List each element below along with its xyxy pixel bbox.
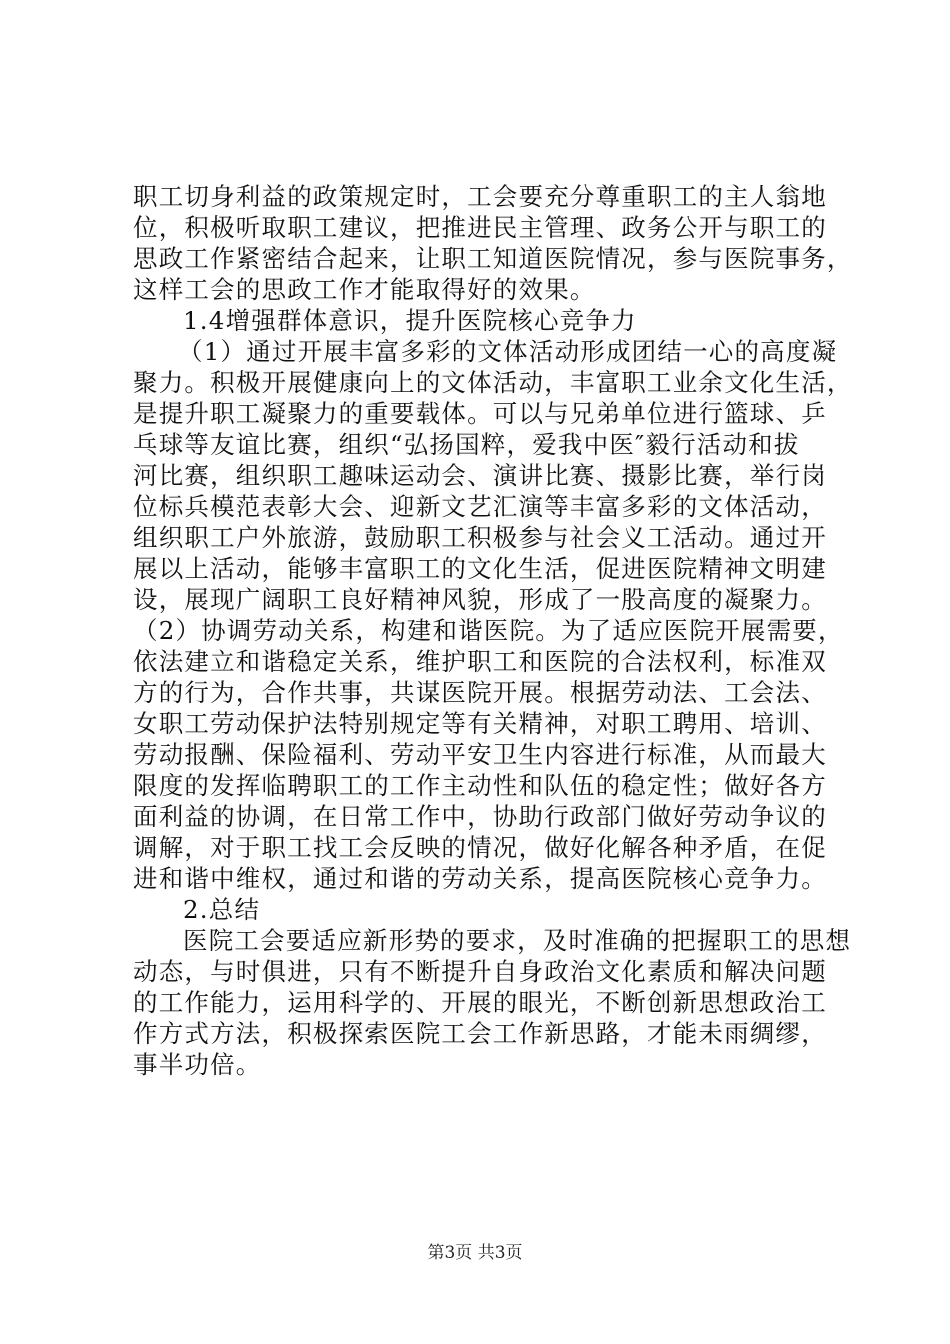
page-footer: 第3页 共3页 xyxy=(427,1243,523,1263)
text-line: 劳动报酬、保险福利、劳动平安卫生内容进行标准，从而最大 xyxy=(133,740,827,769)
text-line: 面利益的协调，在日常工作中，协助行政部门做好劳动争议的 xyxy=(133,802,827,831)
text-line: 设，展现广阔职工良好精神风貌，形成了一股高度的凝聚力。 xyxy=(133,585,827,614)
text-line: 限度的发挥临聘职工的工作主动性和队伍的稳定性；做好各方 xyxy=(133,771,827,800)
text-line: 女职工劳动保护法特别规定等有关精神，对职工聘用、培训、 xyxy=(133,709,827,738)
text-line: 方的行为，合作共事，共谋医院开展。根据劳动法、工会法、 xyxy=(133,678,827,707)
section-heading-1-4: 1.4增强群体意识，提升医院核心竞争力 xyxy=(183,306,637,335)
text-line: 医院工会要适应新形势的要求，及时准确的把握职工的思想 xyxy=(183,926,852,955)
text-line: 动态，与时俱进，只有不断提升自身政治文化素质和解决问题 xyxy=(133,957,827,986)
text-line: 是提升职工凝聚力的重要载体。可以与兄弟单位进行篮球、乒 xyxy=(133,399,827,428)
section-heading-2: 2.总结 xyxy=(183,895,261,924)
text-line: 调解，对于职工找工会反映的情况，做好化解各种矛盾，在促 xyxy=(133,833,827,862)
text-line: 位，积极听取职工建议，把推进民主管理、政务公开与职工的 xyxy=(133,213,827,242)
text-line: 思政工作紧密结合起来，让职工知道医院情况，参与医院事务， xyxy=(133,244,853,273)
text-line: 职工切身利益的政策规定时，工会要充分尊重职工的主人翁地 xyxy=(133,182,827,211)
text-line: 这样工会的思政工作才能取得好的效果。 xyxy=(133,275,596,304)
text-line: 事半功倍。 xyxy=(133,1050,262,1079)
text-line: 的工作能力，运用科学的、开展的眼光，不断创新思想政治工 xyxy=(133,988,827,1017)
text-line: （2）协调劳动关系，构建和谐医院。为了适应医院开展需要， xyxy=(133,616,844,645)
text-line: 位标兵模范表彰大会、迎新文艺汇演等丰富多彩的文体活动， xyxy=(133,492,827,521)
text-line: 聚力。积极开展健康向上的文体活动，丰富职工业余文化生活， xyxy=(133,368,853,397)
text-line: 河比赛，组织职工趣味运动会、演讲比赛、摄影比赛，举行岗 xyxy=(133,461,827,490)
text-line: 进和谐中维权，通过和谐的劳动关系，提高医院核心竞争力。 xyxy=(133,864,827,893)
text-line: 依法建立和谐稳定关系，维护职工和医院的合法权利，标准双 xyxy=(133,647,827,676)
text-line: （1）通过开展丰富多彩的文体活动形成团结一心的高度凝 xyxy=(178,337,838,366)
text-line: 乓球等友谊比赛，组织“弘扬国粹，爱我中医″毅行活动和拔 xyxy=(133,430,800,459)
text-line: 作方式方法，积极探索医院工会工作新思路，才能未雨绸缪， xyxy=(133,1019,827,1048)
text-line: 组织职工户外旅游，鼓励职工积极参与社会义工活动。通过开 xyxy=(133,523,827,552)
text-line: 展以上活动，能够丰富职工的文化生活，促进医院精神文明建 xyxy=(133,554,827,583)
